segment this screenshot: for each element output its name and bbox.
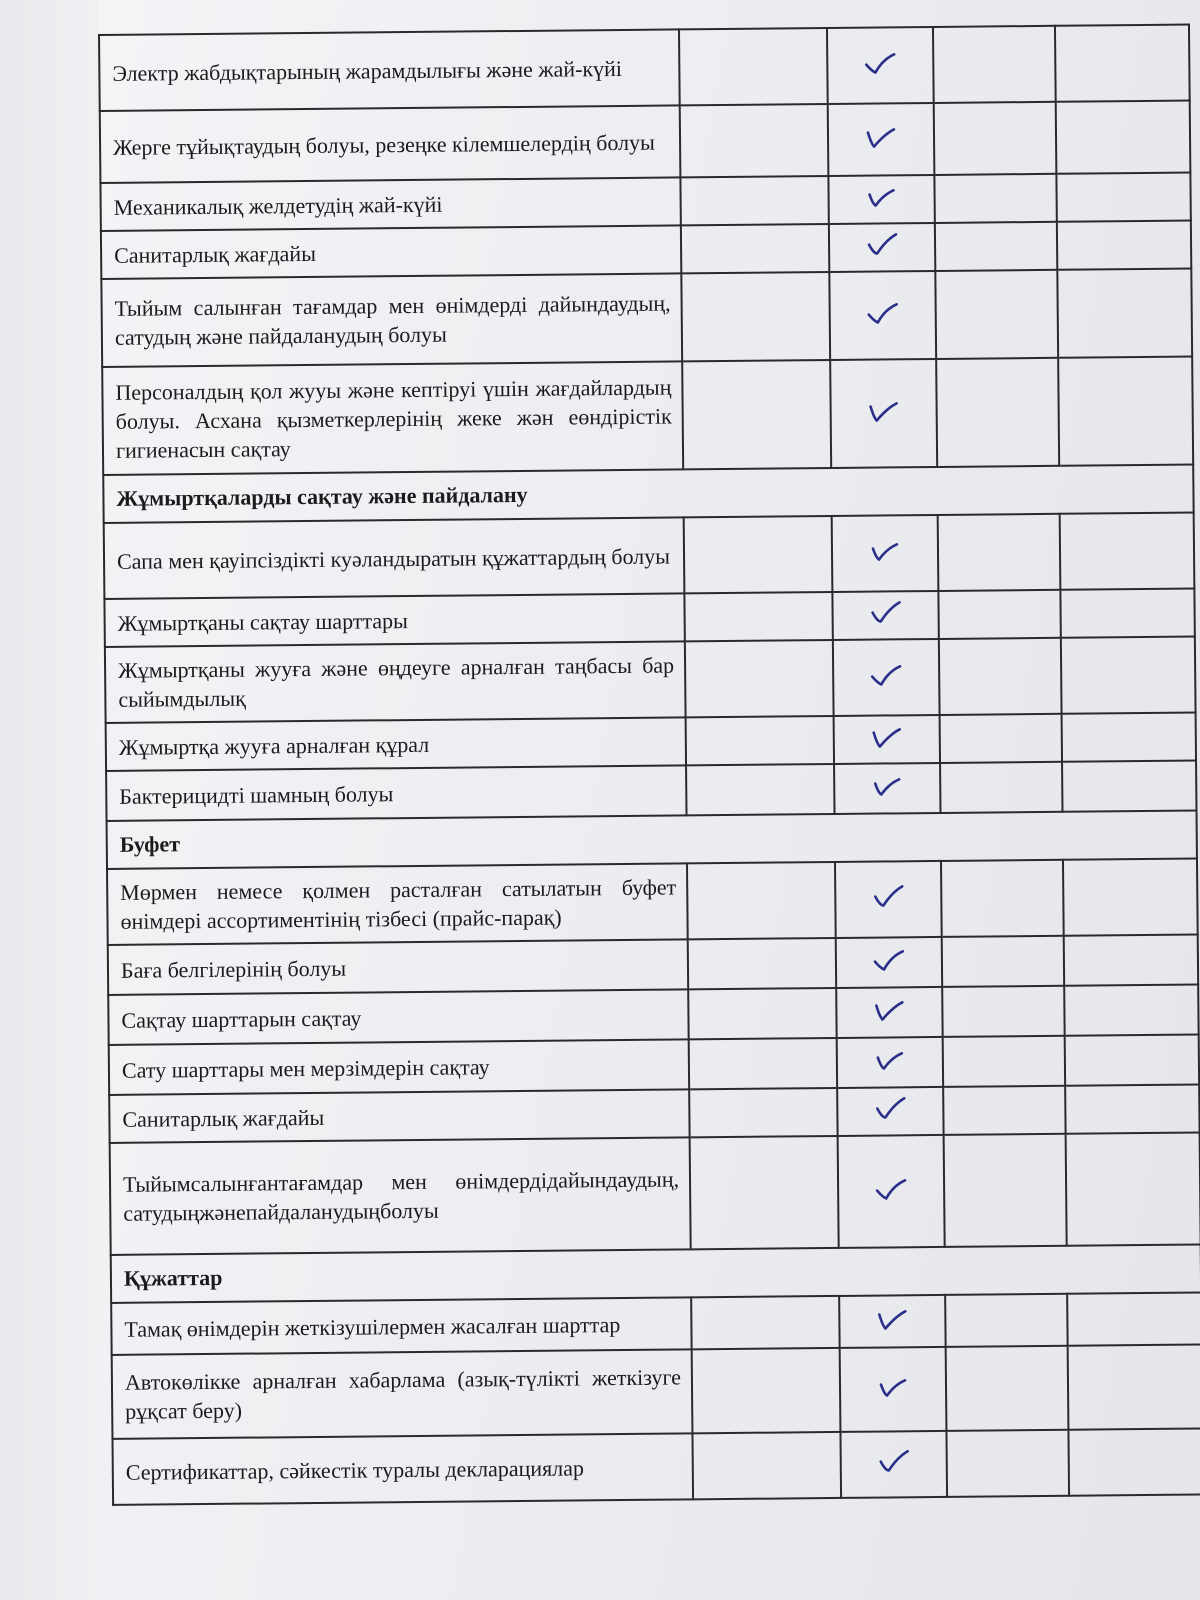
empty-cell (1061, 636, 1196, 713)
mark-cell (832, 515, 939, 592)
criterion-cell: Сату шарттары мен мерзімдерін сақтау (109, 1039, 689, 1095)
checkmark-icon (864, 124, 898, 150)
empty-cell (938, 590, 1060, 639)
empty-cell (1057, 221, 1191, 270)
criterion-cell: Персоналдың қол жууы және кептіруі үшін жағдайлардың болуы. Асхана қызметкерлерінің жеке жән еөндірістік гигиенасын сақтау (102, 361, 683, 475)
empty-cell (1057, 269, 1192, 358)
checkmark-icon (871, 884, 905, 910)
empty-cell (686, 716, 834, 765)
checkmark-icon (868, 538, 902, 564)
checkmark-icon (863, 50, 897, 76)
checkmark-icon (869, 662, 903, 688)
empty-cell (692, 1432, 841, 1499)
empty-cell (940, 714, 1062, 763)
empty-cell (1058, 357, 1193, 466)
mark-cell (840, 1431, 947, 1498)
empty-cell (1065, 1084, 1199, 1133)
empty-cell (938, 514, 1061, 591)
checkmark-icon (876, 1374, 910, 1400)
empty-cell (1068, 1344, 1200, 1429)
empty-cell (682, 360, 831, 469)
criterion-cell: Механикалық желдетудің жай-күйі (100, 177, 680, 231)
empty-cell (1066, 1132, 1200, 1245)
mark-cell (834, 763, 940, 814)
empty-cell (946, 1430, 1069, 1497)
empty-cell (680, 104, 829, 177)
criterion-cell: Жұмыртқаны сақтау шарттары (104, 593, 684, 647)
table-row (102, 357, 1193, 475)
table-row (110, 1132, 1200, 1254)
empty-cell (1064, 984, 1198, 1035)
table-row (112, 1428, 1200, 1504)
table-row (101, 269, 1192, 367)
empty-cell (1055, 25, 1190, 102)
checklist-body (99, 25, 1200, 1505)
mark-cell (837, 1037, 943, 1088)
table-row (105, 636, 1196, 722)
criterion-cell: Санитарлық жағдайы (101, 225, 681, 279)
criterion-cell: Санитарлық жағдайы (109, 1089, 689, 1143)
empty-cell (1056, 173, 1190, 222)
empty-cell (685, 640, 834, 717)
empty-cell (1065, 1034, 1199, 1085)
empty-cell (691, 1296, 839, 1349)
checkmark-icon (877, 1449, 911, 1475)
empty-cell (684, 592, 832, 641)
checklist-table-wrapper (98, 24, 1200, 1506)
mark-cell (829, 223, 935, 272)
checklist-table (98, 24, 1200, 1506)
criterion-cell: Тыйымсалынғантағамдар мен өнімдердідайындаудың, сатудыңжәнепайдаланудыңболуы (110, 1137, 691, 1255)
criterion-cell: Жерге тұйықтаудың болуы, резеңке кілемшелердің болуы (100, 105, 681, 183)
table-row (99, 25, 1190, 111)
empty-cell (680, 176, 828, 225)
criterion-cell: Жұмыртқа жууға арналған құрал (106, 717, 686, 771)
mark-cell (833, 639, 940, 716)
checkmark-icon (864, 184, 898, 210)
empty-cell (689, 1088, 837, 1137)
empty-cell (687, 862, 836, 939)
criterion-cell: Тыйым салынған тағамдар мен өнімдерді дайындаудың, сатудың және пайдаланудың болуы (101, 273, 682, 367)
mark-cell (836, 987, 942, 1038)
empty-cell (1062, 712, 1196, 761)
criterion-cell: Сертификаттар, сәйкестік туралы декларациялар (112, 1433, 693, 1505)
empty-cell (943, 1086, 1065, 1135)
empty-cell (1063, 858, 1198, 935)
table-row (104, 513, 1195, 599)
mark-cell (827, 27, 934, 104)
mark-cell (840, 1347, 947, 1432)
checkmark-icon (873, 1047, 907, 1073)
empty-cell (1056, 101, 1191, 174)
empty-cell (686, 764, 834, 815)
mark-cell (828, 175, 934, 224)
mark-cell (828, 103, 935, 176)
empty-cell (946, 1346, 1069, 1431)
empty-cell (689, 1038, 837, 1089)
empty-cell (1060, 589, 1194, 638)
empty-cell (941, 860, 1064, 937)
empty-cell (1064, 934, 1198, 985)
empty-cell (1068, 1428, 1200, 1495)
criterion-cell: Тамақ өнімдерін жеткізушілермен жасалған шарттар (111, 1297, 691, 1355)
criterion-cell: Автокөлікке арналған хабарлама (азық-түлікті жеткізуге рұқсат беру) (112, 1349, 693, 1439)
criterion-cell: Сапа мен қауіпсіздікті куәландыратын құжаттардың болуы (104, 517, 685, 599)
empty-cell (935, 222, 1057, 271)
empty-cell (1060, 513, 1195, 590)
empty-cell (690, 1136, 839, 1249)
criterion-cell: Электр жабдықтарының жарамдылығы және жай-күйі (99, 29, 680, 111)
table-row (107, 858, 1198, 944)
empty-cell (945, 1294, 1067, 1347)
criterion-cell: Баға белгілерінің болуы (108, 939, 688, 995)
checkmark-icon (865, 232, 899, 258)
empty-cell (681, 272, 830, 361)
empty-cell (936, 358, 1059, 467)
checkmark-icon (872, 997, 906, 1023)
empty-cell (679, 28, 828, 105)
checkmark-icon (874, 1176, 908, 1202)
empty-cell (681, 224, 829, 273)
mark-cell (836, 937, 942, 988)
checkmark-icon (868, 600, 902, 626)
section-title: Жұмыртқаларды сақтау және пайдалану (103, 465, 1193, 523)
empty-cell (942, 986, 1064, 1037)
empty-cell (933, 26, 1056, 103)
criterion-cell: Мөрмен немесе қолмен расталған сатылатын буфет өнімдері ассортиментінің тізбесі (прайс-парақ) (107, 863, 688, 945)
section-title: Құжаттар (111, 1244, 1200, 1302)
empty-cell (942, 936, 1064, 987)
empty-cell (944, 1134, 1067, 1247)
empty-cell (940, 762, 1062, 813)
checkmark-icon (873, 1096, 907, 1122)
empty-cell (1062, 760, 1196, 811)
empty-cell (934, 174, 1056, 223)
page-margin (0, 0, 98, 1600)
empty-cell (1067, 1292, 1200, 1345)
empty-cell (943, 1036, 1065, 1087)
table-row (112, 1344, 1200, 1438)
mark-cell (835, 861, 942, 938)
mark-cell (834, 715, 940, 764)
empty-cell (935, 270, 1058, 359)
mark-cell (832, 591, 938, 640)
checkmark-icon (870, 724, 904, 750)
criterion-cell: Жұмыртқаны жууға және өңдеуге арналған таңбасы бар сыйымдылық (105, 641, 686, 723)
empty-cell (692, 1348, 841, 1433)
empty-cell (688, 938, 836, 989)
checkmark-icon (867, 398, 901, 424)
section-title: Буфет (107, 810, 1197, 868)
mark-cell (837, 1087, 943, 1136)
empty-cell (939, 638, 1062, 715)
checkmark-icon (870, 773, 904, 799)
criterion-cell: Сақтау шарттарын сақтау (108, 989, 688, 1045)
mark-cell (839, 1295, 945, 1348)
criterion-cell: Бактерицидті шамның болуы (106, 765, 686, 821)
mark-cell (838, 1135, 945, 1248)
empty-cell (934, 102, 1057, 175)
table-row (100, 101, 1191, 183)
mark-cell (829, 271, 936, 360)
checkmark-icon (875, 1306, 909, 1332)
empty-cell (684, 516, 833, 593)
checkmark-icon (866, 300, 900, 326)
empty-cell (688, 988, 836, 1039)
mark-cell (830, 359, 937, 468)
checkmark-icon (872, 947, 906, 973)
